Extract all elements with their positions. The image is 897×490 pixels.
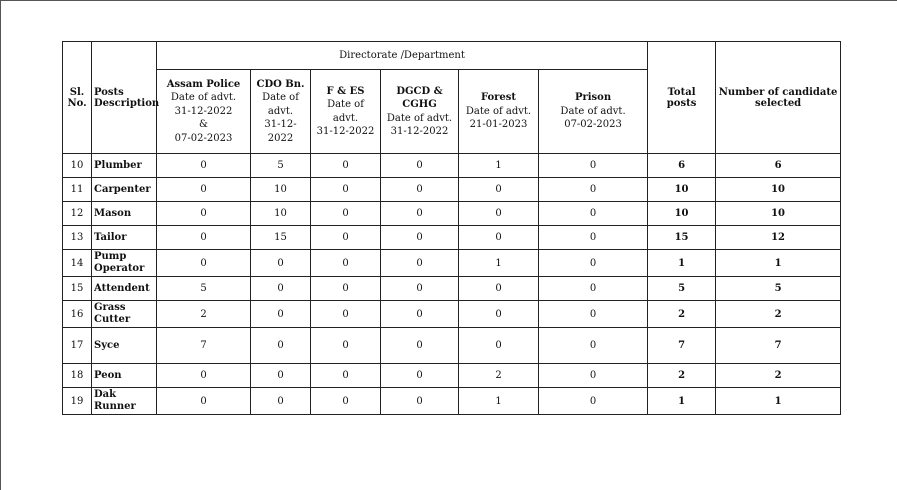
dept-count-cell: 0 [251, 301, 311, 328]
table-row [63, 364, 841, 388]
sl-no-header [63, 42, 92, 154]
dept-line: Date of [262, 92, 299, 104]
post-description-text: Plumber [94, 159, 142, 171]
dept-count-cell: 0 [539, 328, 648, 364]
dept-count-cell: 0 [251, 328, 311, 364]
dept-count-cell: 0 [311, 226, 381, 250]
candidates-selected-cell: 12 [716, 226, 841, 250]
sl-no-cell: 10 [63, 154, 92, 178]
dept-line: 31-12-2022 [316, 126, 375, 137]
candidates-selected-cell: 1 [716, 388, 841, 415]
table-row [63, 250, 841, 277]
dept-count-cell: 0 [251, 277, 311, 301]
table-row [63, 328, 841, 364]
post-description-cell [92, 202, 157, 226]
dept-count-cell: 0 [539, 154, 648, 178]
posts-header [92, 42, 160, 154]
dept-count-cell: 0 [311, 250, 381, 277]
dept-count-cell: 0 [311, 364, 381, 388]
dept-line: Date of advt. [560, 105, 626, 117]
dept-header-assam-police [157, 70, 251, 154]
dept-line: Date of advt. [465, 105, 532, 117]
total-posts-cell: 10 [648, 202, 716, 226]
sl-no-cell: 15 [63, 277, 92, 301]
post-description-text: Tailor [94, 231, 127, 243]
dept-count-cell: 0 [381, 328, 459, 364]
post-description-cell [92, 250, 157, 277]
total-posts-header-line1: Total [667, 86, 696, 98]
dept-count-cell: 2 [459, 364, 539, 388]
dept-count-cell: 0 [459, 301, 539, 328]
dept-count-cell: 0 [251, 388, 311, 415]
dept-count-cell: 0 [381, 226, 459, 250]
dept-line: advt. [267, 105, 294, 117]
post-description-text: Mason [94, 207, 132, 219]
dept-name: Prison [574, 92, 612, 104]
sl-no-cell: 14 [63, 250, 92, 277]
dept-count-cell: 0 [311, 328, 381, 364]
candidates-selected-cell: 10 [716, 202, 841, 226]
dept-count-cell: 5 [251, 154, 311, 178]
dept-count-cell: 0 [381, 277, 459, 301]
dept-line: 2022 [267, 132, 294, 144]
post-description-text: Attendent [94, 282, 150, 294]
dept-line: Date of advt. [170, 92, 237, 104]
table-row [63, 202, 841, 226]
post-description-text: Pump [94, 251, 127, 262]
dept-count-cell: 0 [311, 388, 381, 415]
dept-count-cell: 0 [311, 178, 381, 202]
candidates-header-line1: Number of candidate [718, 86, 838, 98]
dept-count-cell: 0 [311, 154, 381, 178]
dept-line: Date of advt. [327, 99, 364, 124]
posts-header-line2: Description [94, 97, 160, 109]
post-description-text: Runner [94, 401, 136, 412]
posts-header-line1: Posts [94, 86, 124, 98]
dept-count-cell: 0 [311, 202, 381, 226]
dept-count-cell: 0 [251, 250, 311, 277]
dept-count-cell: 1 [459, 154, 539, 178]
dept-count-cell: 0 [539, 277, 648, 301]
dept-name: CDO Bn. [256, 78, 305, 90]
post-description-cell [92, 226, 157, 250]
dept-count-cell: 0 [157, 388, 251, 415]
posts-table [62, 41, 841, 415]
sl-no-cell: 12 [63, 202, 92, 226]
candidates-header-line2: selected [754, 97, 802, 109]
post-description-cell [92, 178, 157, 202]
dept-count-cell: 0 [381, 250, 459, 277]
total-posts-cell: 2 [648, 301, 716, 328]
dept-count-cell: 0 [251, 364, 311, 388]
dept-line: 07-02-2023 [174, 132, 233, 144]
dept-header-prison [539, 70, 648, 154]
dept-count-cell: 0 [539, 388, 648, 415]
candidates-selected-cell: 5 [716, 277, 841, 301]
dept-count-cell: 1 [459, 250, 539, 277]
dept-line: 31-12- [264, 119, 297, 131]
total-posts-cell: 15 [648, 226, 716, 250]
post-description-cell [92, 154, 157, 178]
header-row-1 [63, 42, 841, 70]
dept-count-cell: 0 [539, 301, 648, 328]
total-posts-cell: 6 [648, 154, 716, 178]
dept-line: 07-02-2023 [564, 119, 622, 131]
dept-header-cdo-bn [251, 70, 311, 154]
table-row [63, 388, 841, 415]
table-row [63, 226, 841, 250]
dept-count-cell: 0 [157, 154, 251, 178]
table-row [63, 301, 841, 328]
total-posts-header-line2: posts [666, 97, 697, 109]
dept-count-cell: 0 [459, 328, 539, 364]
table-row [63, 154, 841, 178]
dept-count-cell: 0 [157, 226, 251, 250]
dept-count-cell: 2 [157, 301, 251, 328]
candidates-selected-cell: 7 [716, 328, 841, 364]
post-description-text: Carpenter [94, 183, 151, 195]
total-posts-cell: 1 [648, 250, 716, 277]
dept-line: 21-01-2023 [469, 119, 528, 131]
dept-header-forest [459, 70, 539, 154]
dept-count-cell: 0 [157, 250, 251, 277]
dept-count-cell: 0 [459, 178, 539, 202]
candidates-selected-cell: 6 [716, 154, 841, 178]
dept-name: Forest [480, 92, 517, 104]
dept-count-cell: 0 [157, 202, 251, 226]
candidates-selected-cell: 2 [716, 301, 841, 328]
dept-count-cell: 0 [459, 277, 539, 301]
post-description-text: Operator [94, 263, 145, 274]
post-description-cell [92, 328, 157, 364]
dept-count-cell: 0 [381, 364, 459, 388]
directorate-header: Directorate /Department [157, 42, 648, 70]
dept-header-f-es [311, 70, 381, 154]
dept-count-cell: 0 [311, 301, 381, 328]
dept-count-cell: 1 [459, 388, 539, 415]
sl-no-cell: 13 [63, 226, 92, 250]
sl-no-cell: 11 [63, 178, 92, 202]
post-description-cell [92, 364, 157, 388]
post-description-cell [92, 388, 157, 415]
dept-count-cell: 0 [539, 202, 648, 226]
candidates-selected-header [716, 42, 841, 154]
sl-no-header-line1: Sl. [69, 86, 85, 98]
table-row [63, 178, 841, 202]
table-row [63, 277, 841, 301]
dept-count-cell: 7 [157, 328, 251, 364]
dept-count-cell: 0 [539, 178, 648, 202]
post-description-text: Peon [94, 369, 122, 381]
dept-header-dgcd-cghg [381, 70, 459, 154]
dept-name: DGCD & [396, 85, 443, 97]
dept-count-cell: 0 [459, 202, 539, 226]
dept-count-cell: 0 [157, 364, 251, 388]
post-description-text: Syce [94, 339, 120, 351]
post-description-text: Grass [94, 302, 126, 313]
post-description-cell [92, 301, 157, 328]
dept-name: F & ES [326, 85, 365, 97]
dept-count-cell: 0 [381, 154, 459, 178]
post-description-cell [92, 277, 157, 301]
dept-count-cell: 0 [459, 226, 539, 250]
total-posts-cell: 5 [648, 277, 716, 301]
candidates-selected-cell: 10 [716, 178, 841, 202]
dept-count-cell: 0 [539, 364, 648, 388]
dept-count-cell: 15 [251, 226, 311, 250]
dept-count-cell: 0 [381, 388, 459, 415]
dept-count-cell: 10 [251, 178, 311, 202]
dept-line: & [199, 119, 208, 131]
dept-count-cell: 5 [157, 277, 251, 301]
dept-count-cell: 0 [381, 202, 459, 226]
candidates-selected-cell: 2 [716, 364, 841, 388]
dept-name-line2: CGHG [402, 99, 437, 110]
dept-count-cell: 0 [311, 277, 381, 301]
dept-count-cell: 0 [539, 226, 648, 250]
total-posts-cell: 10 [648, 178, 716, 202]
dept-count-cell: 10 [251, 202, 311, 226]
table-body [63, 154, 841, 415]
dept-count-cell: 0 [539, 250, 648, 277]
sl-no-cell: 16 [63, 301, 92, 328]
dept-count-cell: 0 [381, 301, 459, 328]
dept-count-cell: 0 [381, 178, 459, 202]
dept-name: Assam Police [166, 78, 241, 90]
post-description-text: Cutter [94, 314, 131, 325]
candidates-selected-cell: 1 [716, 250, 841, 277]
post-description-text: Dak [94, 389, 117, 400]
sl-no-cell: 19 [63, 388, 92, 415]
total-posts-cell: 2 [648, 364, 716, 388]
total-posts-cell: 7 [648, 328, 716, 364]
total-posts-cell: 1 [648, 388, 716, 415]
sl-no-header-line2: No. [67, 97, 87, 109]
dept-line: 31-12-2022 [174, 105, 233, 117]
total-posts-header [648, 42, 716, 154]
sl-no-cell: 18 [63, 364, 92, 388]
dept-line: Date of advt. [386, 112, 453, 124]
dept-line: 31-12-2022 [390, 126, 449, 137]
dept-count-cell: 0 [157, 178, 251, 202]
sl-no-cell: 17 [63, 328, 92, 364]
